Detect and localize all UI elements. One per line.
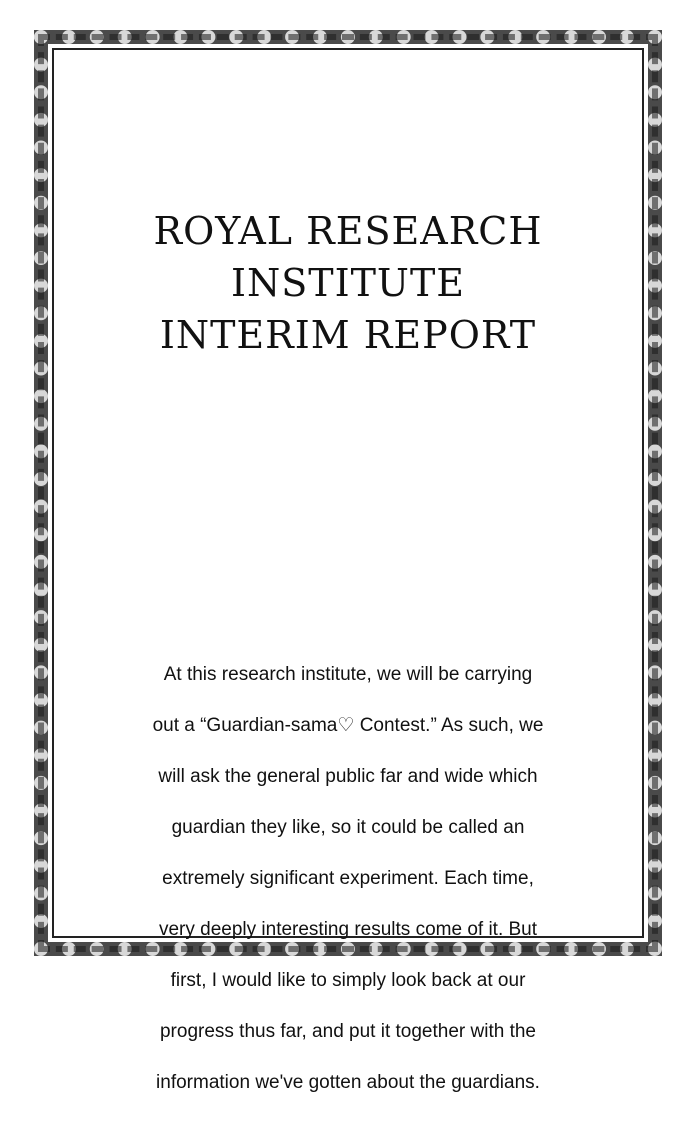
body-line-5: extremely significant experiment. Each time, [162,867,534,889]
page-title [52,205,644,361]
body-line-8: progress thus far, and put it together with the [159,1020,536,1042]
body-paragraph [110,636,586,1121]
body-line-7: first, I would like to simply look back at our [170,969,526,991]
body-line-9: information we've gotten about the guardians. [156,1071,540,1093]
body-line-6: very deeply interesting results come of it. But [158,918,538,940]
body-line-4: guardian they like, so it could be called an [171,816,525,838]
title-line-3: INTERIM REPORT [159,313,537,357]
title-line-1: ROYAL RESEARCH [153,209,543,253]
body-line-2: out a “Guardian-sama♡ Contest.” As such, we [152,714,544,736]
body-line-3: will ask the general public far and wide which [158,765,538,787]
body-line-1: At this research institute, we will be carrying [163,663,533,685]
title-line-2: INSTITUTE [230,261,466,305]
